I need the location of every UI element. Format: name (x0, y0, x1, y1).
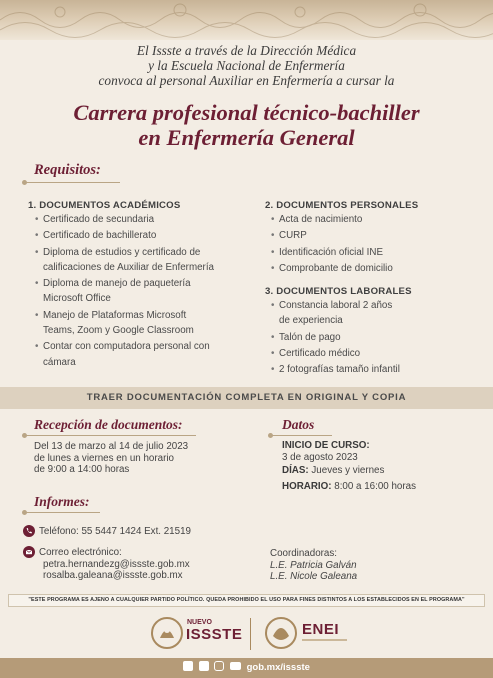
list-item: Microsoft Office (43, 293, 111, 305)
coordinadoras-label: Coordinadoras: (270, 548, 337, 559)
ornament-pattern (0, 0, 493, 40)
list-item: • Certificado de secundaria (35, 212, 260, 227)
list-item: • Identificación oficial INE (271, 245, 481, 260)
datos-label: Datos (282, 417, 315, 432)
inicio-value: 3 de agosto 2023 (282, 451, 358, 463)
phone-number: Teléfono: 55 5447 1424 Ext. 21519 (39, 526, 191, 537)
email-block (39, 547, 190, 582)
list-item: Teams, Zoom y Google Classroom (43, 325, 194, 337)
logo-divider (250, 618, 251, 650)
list-item: • Certificado médico (271, 346, 481, 361)
title-line: en Enfermería General (138, 125, 355, 150)
footer-url[interactable]: gob.mx/issste (246, 662, 310, 673)
intro-line: convoca al personal Auxiliar en Enfermería a cursar la (98, 72, 395, 88)
list-item: • Comprobante de domicilio (271, 261, 481, 276)
horario-label: HORARIO: (282, 480, 332, 492)
list-item: • Certificado de bachillerato (35, 228, 260, 243)
laborales-list (271, 298, 481, 377)
youtube-icon[interactable] (230, 662, 241, 670)
logo-area (0, 612, 493, 658)
issste-name: ISSSTE (186, 626, 243, 643)
twitter-icon[interactable] (199, 661, 209, 671)
section-underline (26, 512, 100, 513)
documentation-notice-band: TRAER DOCUMENTACIÓN COMPLETA EN ORIGINAL Y COPIA (0, 387, 493, 409)
list-item: • 2 fotografías tamaño infantil (271, 362, 481, 377)
header-ornament-band (0, 0, 493, 40)
coordinadora-name: L.E. Nicole Galeana (270, 571, 358, 583)
enei-name: ENEI (302, 621, 340, 638)
requisitos-label: Requisitos: (34, 162, 101, 178)
dias-label: DÍAS: (282, 465, 309, 477)
list-item: • Manejo de Plataformas Microsoft (35, 308, 260, 323)
list-item: • Talón de pago (271, 330, 481, 345)
email-icon (23, 546, 35, 558)
recepcion-line: de 9:00 a 14:00 horas (34, 464, 130, 476)
informes-label: Informes: (34, 494, 90, 509)
recepcion-details (34, 441, 188, 476)
issste-emblem-icon (150, 616, 184, 650)
coordinadora-name: L.E. Patricia Galván (270, 559, 357, 571)
laborales-heading: 3. DOCUMENTOS LABORALES (265, 286, 412, 297)
intro-line: El Issste a través de la Dirección Médica (136, 43, 357, 58)
email-label: Correo electrónico: (39, 547, 122, 558)
inicio-label: INICIO DE CURSO: (282, 440, 370, 451)
facebook-icon[interactable] (183, 661, 193, 671)
personales-heading: 2. DOCUMENTOS PERSONALES (265, 200, 419, 211)
recepcion-label: Recepción de documentos: (34, 417, 183, 432)
list-item: • Contar con computadora personal con (35, 339, 260, 354)
section-underline (272, 435, 332, 436)
list-item: • CURP (271, 228, 481, 243)
list-item: • Constancia laboral 2 años (271, 298, 481, 313)
list-item: • Diploma de manejo de paquetería (35, 276, 260, 291)
disclaimer-box: "ESTE PROGRAMA ES AJENO A CUALQUIER PARTIDO POLÍTICO. QUEDA PROHIBIDO EL USO PARA FINES DISTINTOS A LOS ESTABLECIDOS EN EL PROGRAMA" (8, 594, 485, 607)
enei-emblem-icon (264, 616, 298, 650)
section-underline (26, 182, 120, 183)
recepcion-line: Del 13 de marzo al 14 de julio 2023 (34, 441, 189, 452)
list-item: calificaciones de Auxiliar de Enfermería (43, 261, 214, 273)
list-item: • Diploma de estudios y certificado de (35, 245, 260, 260)
list-item: • Acta de nacimiento (271, 212, 481, 227)
list-item: de experiencia (279, 315, 343, 327)
personales-list (271, 212, 481, 276)
footer-bar (0, 658, 493, 678)
horario-value: 8:00 a 16:00 horas (334, 480, 416, 492)
intro-line: y la Escuela Nacional de Enfermería (148, 57, 345, 73)
enei-subtext-line (302, 639, 347, 641)
academicos-heading: 1. DOCUMENTOS ACADÉMICOS (28, 200, 181, 211)
instagram-icon[interactable] (214, 661, 224, 671)
program-title (0, 100, 493, 150)
title-line: Carrera profesional técnico-bachiller (73, 100, 420, 125)
email-address[interactable]: rosalba.galeana@issste.gob.mx (43, 570, 183, 582)
recepcion-line: de lunes a viernes en un horario (34, 452, 174, 464)
dias-value: Jueves y viernes (311, 465, 385, 477)
section-underline (26, 435, 196, 436)
email-address[interactable]: petra.hernandezg@issste.gob.mx (43, 558, 190, 570)
intro-text (0, 44, 493, 88)
phone-icon (23, 525, 35, 537)
datos-details (282, 440, 416, 492)
list-item: cámara (43, 356, 76, 368)
coordinadoras-block (270, 548, 357, 583)
academicos-list (35, 212, 260, 370)
issste-top-text: NUEVO (187, 619, 212, 626)
